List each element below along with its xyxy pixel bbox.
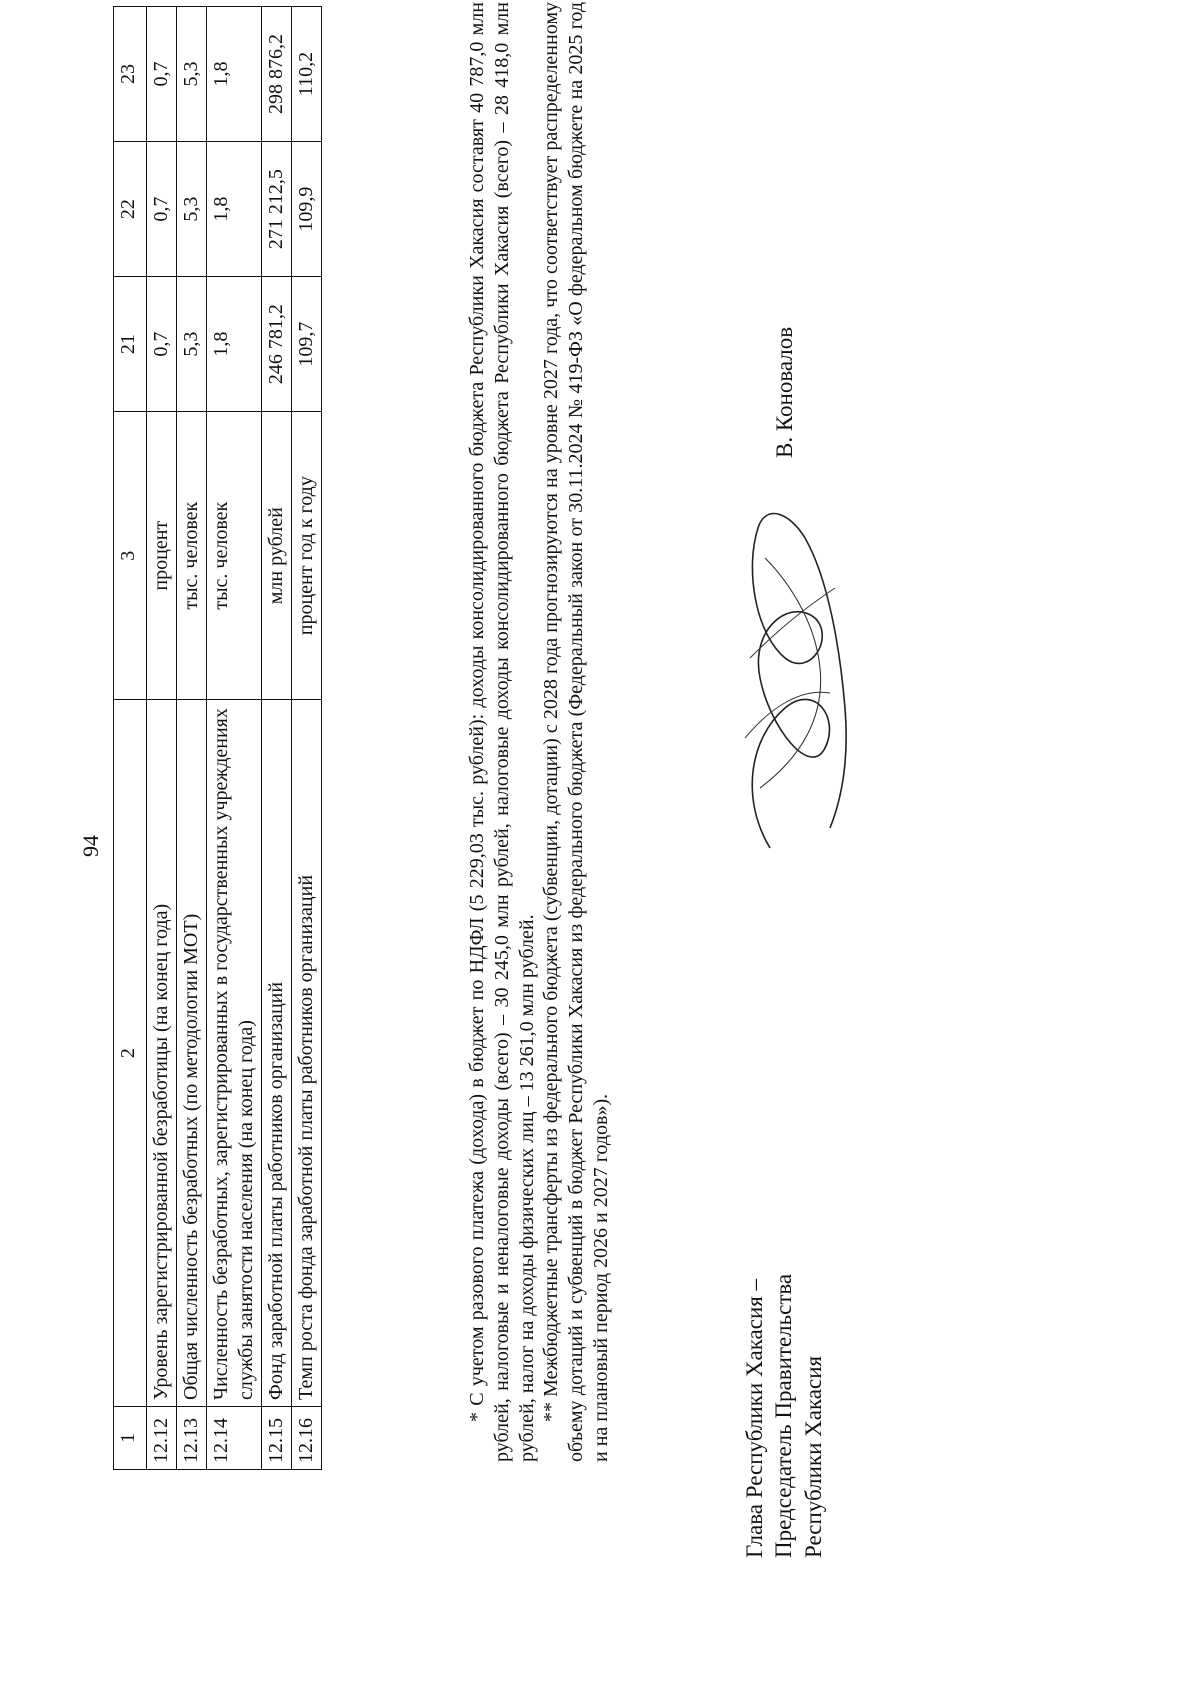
footnotes <box>465 2 614 1462</box>
row-name: Уровень зарегистрированной безработицы (на конец года) <box>147 700 177 1407</box>
row-unit: процент год к году <box>292 412 322 700</box>
row-name: Численность безработных, зарегистрированных в государственных учреждениях службы занятости населения (на конец года) <box>207 700 262 1407</box>
page-number: 94 <box>78 835 103 857</box>
table-row <box>207 7 262 1470</box>
row-unit: тыс. человек <box>207 412 262 700</box>
row-value-23: 110,2 <box>292 7 322 142</box>
row-name: Фонд заработной платы работников организаций <box>262 700 292 1407</box>
row-name: Общая численность безработных (по методологии МОТ) <box>177 700 207 1407</box>
position-line: Глава Республики Хакасия – <box>742 1278 767 1558</box>
row-value-23: 1,8 <box>207 7 262 142</box>
row-value-21: 1,8 <box>207 277 262 412</box>
table-row <box>177 7 207 1470</box>
header-cell: 1 <box>114 1406 147 1469</box>
row-value-23: 0,7 <box>147 7 177 142</box>
row-name: Темп роста фонда заработной платы работников организаций <box>292 700 322 1407</box>
row-code: 12.16 <box>292 1406 322 1469</box>
signer-name: В. Коновалов <box>772 326 797 458</box>
position-line: Республики Хакасия <box>800 1355 826 1558</box>
header-cell: 21 <box>114 277 147 412</box>
row-code: 12.12 <box>147 1406 177 1469</box>
position-line: Председатель Правительства <box>771 1273 797 1558</box>
footnote-transfers: ** Межбюджетные трансферты из федерального бюджета (субвенции, дотации) с 2028 года прогнозируются на уровне 2027 года, что соответствует распределенному объему дотаций и субвенций в бюджет Республики Хакасия из федерального бюджета (Федеральный закон от 30.11.2024 № 419-ФЗ «О федеральном бюджете на 2025 год и на плановый период 2026 и 2027 годов»). <box>540 2 612 1462</box>
row-value-21: 5,3 <box>177 277 207 412</box>
row-value-22: 1,8 <box>207 142 262 277</box>
row-value-23: 5,3 <box>177 7 207 142</box>
row-value-21: 0,7 <box>147 277 177 412</box>
row-unit: процент <box>147 412 177 700</box>
row-code: 12.14 <box>207 1406 262 1469</box>
indicators-table <box>113 6 322 1470</box>
row-value-21: 246 781,2 <box>262 277 292 412</box>
handwritten-signature-icon <box>730 498 860 858</box>
row-value-21: 109,7 <box>292 277 322 412</box>
row-value-23: 298 876,2 <box>262 7 292 142</box>
table-row <box>292 7 322 1470</box>
header-cell: 3 <box>114 412 147 700</box>
row-value-22: 271 212,5 <box>262 142 292 277</box>
row-value-22: 0,7 <box>147 142 177 277</box>
table-row <box>147 7 177 1470</box>
header-cell: 22 <box>114 142 147 277</box>
row-value-22: 5,3 <box>177 142 207 277</box>
table-header-row <box>114 7 147 1470</box>
row-unit: тыс. человек <box>177 412 207 700</box>
signatory-position <box>740 1138 828 1558</box>
footnote-ndfl: * С учетом разового платежа (дохода) в бюджет по НДФЛ (5 229,03 тыс. рублей): доходы консолидированного бюджета Республики Хакасия составят 40 787,0 млн рублей, налоговые и неналоговые доходы (всего) – 30 245,0 млн рублей, налоговые доходы консолидированного бюджета Республики Хакасия (всего) – 28 418,0 млн рублей, налог на доходы физических лиц – 13 261,0 млн рублей. <box>466 2 538 1462</box>
row-value-22: 109,9 <box>292 142 322 277</box>
header-cell: 2 <box>114 700 147 1407</box>
row-code: 12.13 <box>177 1406 207 1469</box>
row-unit: млн рублей <box>262 412 292 700</box>
row-code: 12.15 <box>262 1406 292 1469</box>
table-row <box>262 7 292 1470</box>
header-cell: 23 <box>114 7 147 142</box>
